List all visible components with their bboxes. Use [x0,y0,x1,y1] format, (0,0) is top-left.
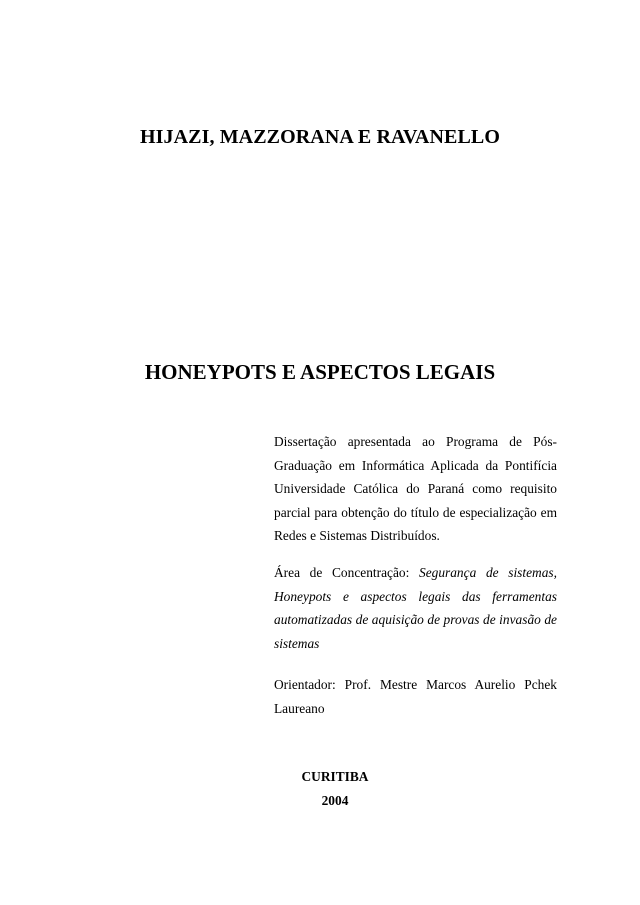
year: 2004 [321,793,349,808]
dissertation-line: Graduação em Informática Aplicada da Pontifícia [274,457,557,473]
dissertation-line: Dissertação apresentada ao Programa de Pós- [274,434,557,449]
concentration-area-label: Área de Concentração: [274,565,410,580]
dissertation-line: Redes e Sistemas Distribuídos. [274,528,440,544]
dissertation-line: Universidade Católica do Paraná como requisito [274,481,557,497]
advisor-line: Orientador: Prof. Mestre Marcos Aurelio Pchek [274,677,557,692]
concentration-area-line: Segurança de sistemas, [419,565,557,580]
document-title: HONEYPOTS E ASPECTOS LEGAIS [144,360,496,384]
dissertation-statement [274,430,557,548]
authors-heading: HIJAZI, MAZZORANA E RAVANELLO [139,126,500,148]
dissertation-line: parcial para obtenção do título de especialização em [274,504,557,520]
concentration-area-first-line [274,561,557,585]
concentration-area [274,561,557,655]
concentration-area-line: Honeypots e aspectos legais das ferramentas [274,588,557,604]
concentration-area-line: automatizadas de aquisição de provas de invasão de [274,612,557,628]
advisor [274,673,557,720]
concentration-area-line: sistemas [274,635,320,651]
city: CURITIBA [301,769,369,784]
advisor-line: Laureano [274,700,325,716]
